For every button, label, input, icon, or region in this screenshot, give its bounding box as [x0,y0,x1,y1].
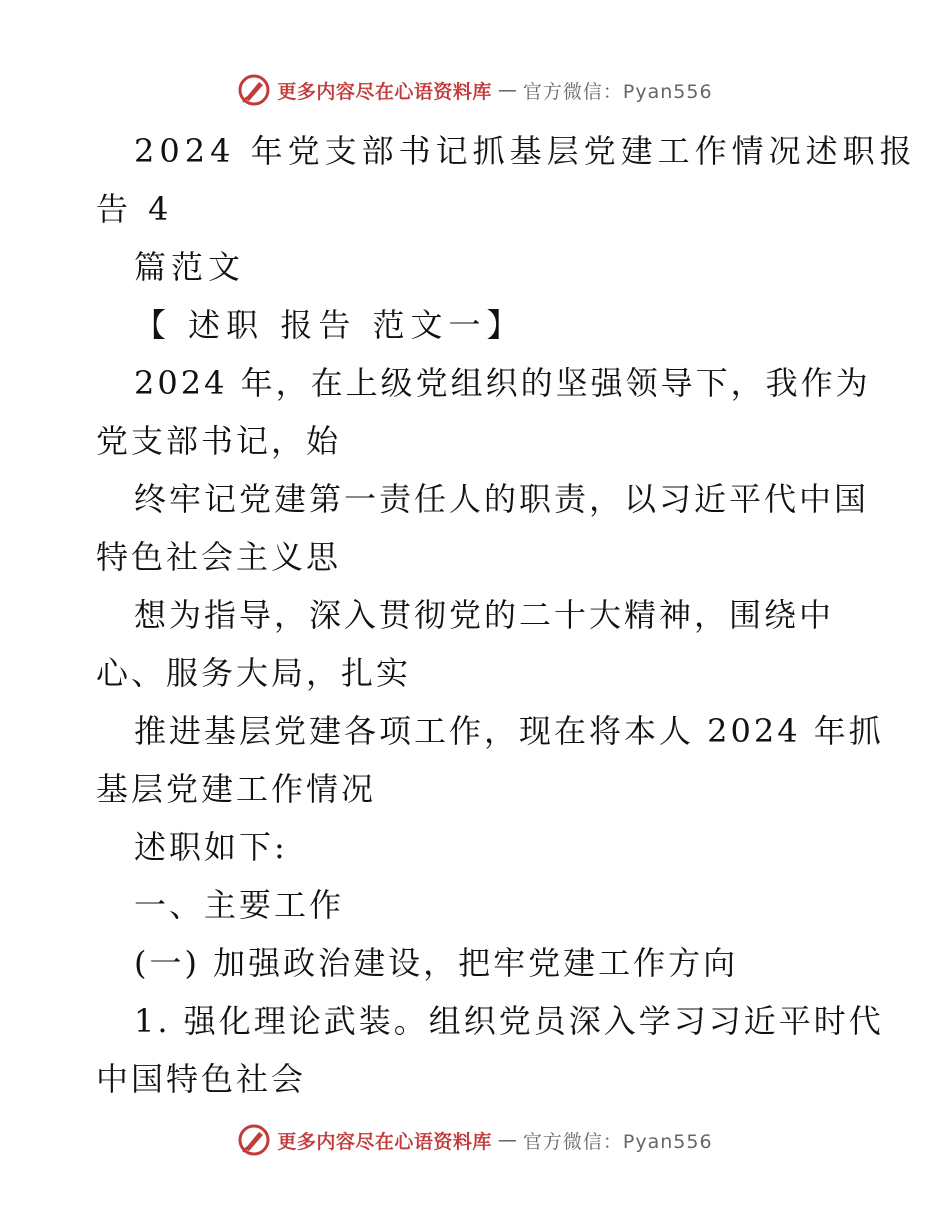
subsection-title: (一) 加强政治建设，把牢党建工作方向 [134,944,739,982]
banner-separator: — [497,79,517,101]
quill-logo-icon [237,1123,271,1157]
quill-logo-icon [237,73,271,107]
banner-wechat: 官方微信：Pyan556 [522,80,713,103]
paragraph-line: 想为指导，深入贯彻党的二十大精神，围绕中 [134,596,835,634]
paragraph-line: 推进基层党建各项工作，现在将本人 2024 年抓 [134,712,884,750]
section-heading: 【 述职 报告 范文一】 [134,306,525,344]
paragraph-line: 党支部书记，始 [96,422,342,460]
document-body [96,122,917,1108]
banner-text: 更多内容尽在心语资料库 [277,80,492,103]
footer-banner [0,1122,950,1158]
title-line-2: 告 4 [96,190,174,228]
header-banner [0,72,950,108]
paragraph-line: 特色社会主义思 [96,538,342,576]
section-title: 一、主要工作 [134,886,345,924]
paragraph-line: 1. 强化理论武装。组织党员深入学习习近平时代 [134,1002,884,1040]
banner-text: 更多内容尽在心语资料库 [277,1130,492,1153]
paragraph-line: 心、服务大局，扎实 [96,654,412,692]
paragraph-line: 述职如下: [134,828,288,866]
title-line-3: 篇范文 [134,248,246,286]
banner-wechat: 官方微信：Pyan556 [522,1130,713,1153]
paragraph-line: 2024 年，在上级党组织的坚强领导下，我作为 [134,364,871,402]
paragraph-line: 终牢记党建第一责任人的职责，以习近平代中国 [134,480,870,518]
title-line-1: 2024 年党支部书记抓基层党建工作情况述职报 [134,132,917,170]
banner-separator: — [497,1129,517,1151]
paragraph-line: 基层党建工作情况 [96,770,377,808]
paragraph-line: 中国特色社会 [96,1060,307,1098]
